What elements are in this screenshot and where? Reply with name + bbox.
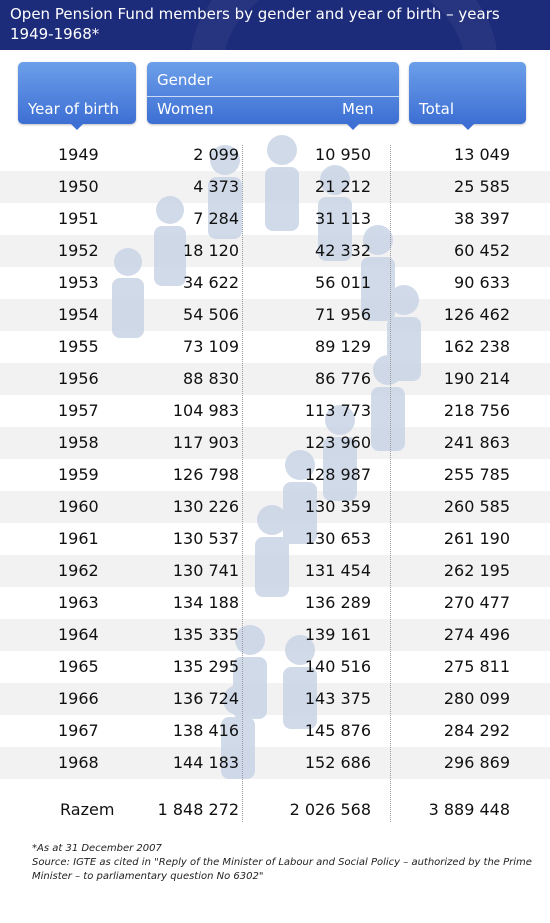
cell-total: 275 811 [443,657,510,676]
table-row [0,651,550,683]
table-row [0,555,550,587]
cell-year: 1967 [58,721,99,740]
cell-women: 88 830 [183,369,239,388]
footnote-asof: *As at 31 December 2007 [32,843,162,854]
table-row [0,683,550,715]
cell-year: 1960 [58,497,99,516]
cell-year: 1955 [58,337,99,356]
cell-total: 284 292 [443,721,510,740]
cell-women: 135 295 [172,657,239,676]
cell-men: 139 161 [304,625,371,644]
table-row [0,747,550,779]
gender-header-label: Gender [157,71,213,89]
cell-total: 260 585 [443,497,510,516]
cell-women: 136 724 [172,689,239,708]
cell-total: 270 477 [443,593,510,612]
cell-men: 123 960 [304,433,371,452]
cell-men: 89 129 [315,337,371,356]
cell-women: 34 622 [183,273,239,292]
gender-header-divider [147,96,399,97]
table-row [0,715,550,747]
cell-women: 135 335 [172,625,239,644]
total-men: 2 026 568 [289,800,371,819]
cell-year: 1961 [58,529,99,548]
cell-total: 296 869 [443,753,510,772]
cell-women: 54 506 [183,305,239,324]
table-row [0,171,550,203]
cell-total: 13 049 [454,145,510,164]
table-row [0,459,550,491]
cell-year: 1963 [58,593,99,612]
cell-women: 18 120 [183,241,239,260]
cell-total: 280 099 [443,689,510,708]
cell-total: 60 452 [454,241,510,260]
cell-year: 1951 [58,209,99,228]
women-header-label: Women [157,100,214,118]
footnotes [32,842,542,884]
cell-year: 1956 [58,369,99,388]
cell-men: 145 876 [304,721,371,740]
cell-total: 126 462 [443,305,510,324]
table-row [0,139,550,171]
cell-women: 138 416 [172,721,239,740]
cell-total: 162 238 [443,337,510,356]
year-header-label: Year of birth [28,100,119,118]
page-title: Open Pension Fund members by gender and year of birth – years 1949-1968* [10,5,500,43]
cell-total: 261 190 [443,529,510,548]
table-row [0,619,550,651]
total-row [0,794,550,826]
total-label: Razem [60,800,115,819]
cell-men: 10 950 [315,145,371,164]
cell-men: 140 516 [304,657,371,676]
table-row [0,299,550,331]
cell-year: 1962 [58,561,99,580]
year-header [18,62,136,124]
cell-total: 255 785 [443,465,510,484]
cell-men: 42 332 [315,241,371,260]
table-row [0,395,550,427]
footnote-source: Source: IGTE as cited in "Reply of the Minister of Labour and Social Policy – authorized by the Prime Minister – to parliamentary question No 6302" [32,857,532,882]
gender-header-notch [347,124,359,130]
cell-men: 56 011 [315,273,371,292]
total-header-notch [462,124,474,130]
cell-women: 73 109 [183,337,239,356]
cell-total: 90 633 [454,273,510,292]
cell-year: 1950 [58,177,99,196]
cell-total: 190 214 [443,369,510,388]
cell-total: 262 195 [443,561,510,580]
cell-men: 130 359 [304,497,371,516]
cell-women: 130 226 [172,497,239,516]
cell-men: 130 653 [304,529,371,548]
cell-women: 7 284 [193,209,239,228]
cell-year: 1949 [58,145,99,164]
table-row [0,203,550,235]
gender-header [147,62,399,124]
cell-total: 38 397 [454,209,510,228]
cell-women: 126 798 [172,465,239,484]
table-row [0,427,550,459]
table-row [0,587,550,619]
cell-total: 218 756 [443,401,510,420]
total-header-label: Total [419,100,455,118]
table-row [0,523,550,555]
cell-men: 143 375 [304,689,371,708]
cell-year: 1966 [58,689,99,708]
year-header-notch [71,124,83,130]
cell-women: 130 741 [172,561,239,580]
cell-year: 1968 [58,753,99,772]
cell-year: 1959 [58,465,99,484]
cell-year: 1964 [58,625,99,644]
cell-women: 117 903 [172,433,239,452]
cell-men: 21 212 [315,177,371,196]
cell-women: 144 183 [172,753,239,772]
cell-year: 1965 [58,657,99,676]
table-row [0,491,550,523]
cell-men: 31 113 [315,209,371,228]
cell-women: 134 188 [172,593,239,612]
total-all: 3 889 448 [428,800,510,819]
table-row [0,267,550,299]
cell-men: 128 987 [304,465,371,484]
total-header [409,62,526,124]
cell-total: 241 863 [443,433,510,452]
cell-year: 1958 [58,433,99,452]
cell-women: 4 373 [193,177,239,196]
cell-year: 1953 [58,273,99,292]
table-row [0,331,550,363]
cell-year: 1957 [58,401,99,420]
cell-total: 274 496 [443,625,510,644]
cell-year: 1952 [58,241,99,260]
cell-women: 2 099 [193,145,239,164]
cell-men: 136 289 [304,593,371,612]
table-row [0,235,550,267]
men-header-label: Men [342,100,374,118]
table-row [0,363,550,395]
cell-men: 86 776 [315,369,371,388]
cell-women: 104 983 [172,401,239,420]
cell-men: 131 454 [304,561,371,580]
cell-total: 25 585 [454,177,510,196]
cell-men: 71 956 [315,305,371,324]
cell-year: 1954 [58,305,99,324]
total-women: 1 848 272 [157,800,239,819]
cell-men: 113 773 [304,401,371,420]
cell-men: 152 686 [304,753,371,772]
cell-women: 130 537 [172,529,239,548]
